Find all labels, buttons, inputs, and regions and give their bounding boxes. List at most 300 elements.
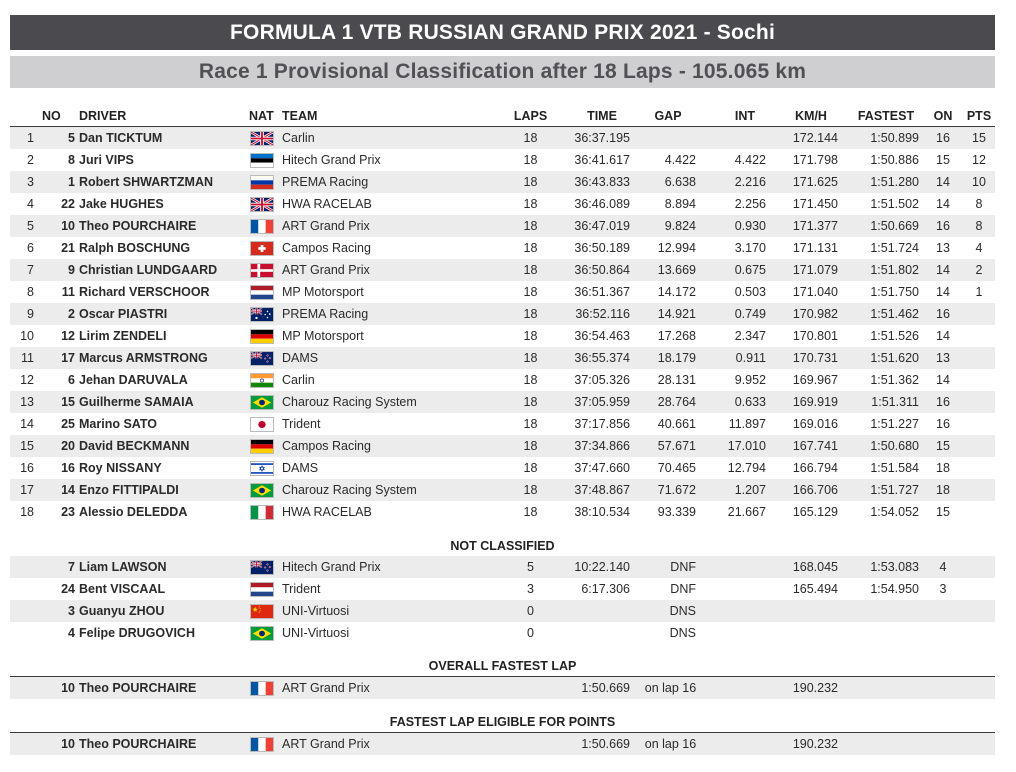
position: 5 — [27, 219, 34, 233]
car-number: 4 — [68, 626, 75, 640]
points — [964, 391, 994, 413]
result-row — [10, 171, 995, 193]
driver-name: Ralph BOSCHUNG — [79, 241, 191, 255]
fastest-lap: 1:54.950 — [870, 582, 919, 596]
denmark-flag-icon — [250, 263, 274, 278]
result-row — [10, 193, 995, 215]
status: DNF — [670, 582, 696, 596]
status: DNF — [670, 560, 696, 574]
nationality-flag — [250, 501, 275, 523]
russia-flag-icon — [250, 175, 274, 190]
gap: 14.921 — [657, 307, 696, 321]
nationality-flag — [250, 127, 275, 149]
col-on: ON — [933, 109, 953, 123]
team-name: HWA RACELAB — [282, 197, 372, 211]
laps: 0 — [527, 604, 534, 618]
fastest-on-lap — [928, 600, 958, 622]
fastest-lap: 1:51.280 — [870, 175, 919, 189]
col-team: TEAM — [282, 109, 318, 123]
israel-flag-icon — [250, 461, 274, 476]
speed-kmh: 190.232 — [792, 681, 838, 695]
fastest-lap: 1:51.227 — [870, 417, 919, 431]
race-time: 36:41.617 — [574, 153, 630, 167]
points: 10 — [972, 175, 986, 189]
driver-name: Theo POURCHAIRE — [79, 737, 197, 751]
laps: 18 — [523, 153, 538, 167]
result-row — [10, 435, 995, 457]
driver-name: Jehan DARUVALA — [79, 373, 188, 387]
position: 3 — [27, 175, 34, 189]
gap: 28.764 — [657, 395, 696, 409]
laps: 18 — [523, 439, 538, 453]
china-flag-icon — [250, 604, 274, 619]
speed-kmh: 169.919 — [792, 395, 838, 409]
points: 8 — [975, 219, 983, 233]
gap: 6.638 — [664, 175, 696, 189]
new-zealand-flag-icon — [250, 560, 274, 575]
car-number: 17 — [61, 351, 75, 365]
fastest-lap: 1:51.526 — [870, 329, 919, 343]
fastest-on-lap: 14 — [936, 175, 950, 189]
fastest-lap: 1:51.724 — [870, 241, 919, 255]
france-flag-icon — [250, 737, 274, 752]
driver-name: Christian LUNDGAARD — [79, 263, 218, 277]
fastest-on-lap: 15 — [936, 153, 950, 167]
points — [964, 303, 994, 325]
laps: 18 — [523, 417, 538, 431]
gap: 93.339 — [657, 505, 696, 519]
driver-name: Guilherme SAMAIA — [79, 395, 194, 409]
team-name: ART Grand Prix — [282, 219, 370, 233]
report-title: FORMULA 1 VTB RUSSIAN GRAND PRIX 2021 - Sochi — [10, 15, 995, 50]
position: 1 — [27, 131, 34, 145]
result-row — [10, 347, 995, 369]
laps: 18 — [523, 395, 538, 409]
race-time: 37:05.326 — [574, 373, 630, 387]
france-flag-icon — [250, 681, 274, 696]
race-time: 36:55.374 — [574, 351, 630, 365]
gap — [640, 127, 696, 149]
speed-kmh: 171.798 — [792, 153, 838, 167]
race-time: 36:51.367 — [574, 285, 630, 299]
fastest-lap: 1:51.362 — [870, 373, 919, 387]
laps: 0 — [527, 626, 534, 640]
points — [964, 325, 994, 347]
team-name: HWA RACELAB — [282, 505, 372, 519]
fastest-lap: 1:51.584 — [870, 461, 919, 475]
driver-name: Roy NISSANY — [79, 461, 162, 475]
points — [964, 413, 994, 435]
interval: 4.422 — [734, 153, 766, 167]
points — [964, 501, 994, 523]
fastest-on-lap: 4 — [939, 560, 947, 574]
nationality-flag — [250, 215, 275, 237]
fastest-lap: 1:51.311 — [871, 395, 919, 409]
result-row — [10, 413, 995, 435]
result-row — [10, 501, 995, 523]
fastest-on-lap: 16 — [936, 219, 950, 233]
result-row — [10, 303, 995, 325]
laps: 18 — [523, 373, 538, 387]
fastest-on-lap: 16 — [936, 395, 950, 409]
fastest-lap-row — [10, 733, 995, 755]
laps: 5 — [527, 560, 534, 574]
speed-kmh: 171.625 — [792, 175, 838, 189]
laps: 18 — [523, 461, 538, 475]
nationality-flag — [250, 281, 275, 303]
interval: 0.675 — [734, 263, 766, 277]
col-fastest: FASTEST — [857, 109, 915, 123]
driver-name: Marcus ARMSTRONG — [79, 351, 208, 365]
gap: 28.131 — [657, 373, 696, 387]
race-time: 36:47.019 — [574, 219, 630, 233]
team-name: Carlin — [282, 131, 315, 145]
nationality-flag — [250, 556, 275, 578]
fastest-on-lap: 18 — [936, 483, 950, 497]
fastest-on-lap: 16 — [936, 307, 950, 321]
eligible-fastest-title: FASTEST LAP ELIGIBLE FOR POINTS — [389, 715, 616, 729]
result-row — [10, 325, 995, 347]
laps: 18 — [523, 263, 538, 277]
interval: 9.952 — [734, 373, 766, 387]
fastest-lap: 1:51.802 — [870, 263, 919, 277]
driver-name: Enzo FITTIPALDI — [79, 483, 179, 497]
gap: 71.672 — [657, 483, 696, 497]
col-no: NO — [42, 109, 61, 123]
fastest-on-lap: 14 — [936, 329, 950, 343]
fastest-on-lap: 15 — [936, 439, 950, 453]
team-name: Trident — [282, 582, 321, 596]
driver-name: Robert SHWARTZMAN — [79, 175, 214, 189]
position: 10 — [20, 329, 34, 343]
position: 4 — [27, 197, 34, 211]
driver-name: Liam LAWSON — [79, 560, 167, 574]
race-time: 36:37.195 — [574, 131, 630, 145]
fastest-lap: 1:51.462 — [870, 307, 919, 321]
speed-kmh: 171.450 — [792, 197, 838, 211]
gb-flag-icon — [250, 131, 274, 146]
fastest-on-lap: 18 — [936, 461, 950, 475]
car-number: 10 — [61, 681, 75, 695]
position: 13 — [20, 395, 34, 409]
fastest-on-lap — [928, 622, 958, 644]
not-classified-row — [10, 600, 995, 622]
position: 2 — [27, 153, 34, 167]
laps: 18 — [523, 219, 538, 233]
laps: 18 — [523, 351, 538, 365]
race-time: 36:50.864 — [574, 263, 630, 277]
result-row — [10, 149, 995, 171]
not-classified-row — [10, 556, 995, 578]
driver-name: Oscar PIASTRI — [79, 307, 168, 321]
team-name: DAMS — [282, 461, 319, 475]
switzerland-flag-icon — [250, 241, 274, 256]
result-row — [10, 237, 995, 259]
speed-kmh: 165.494 — [792, 582, 838, 596]
points: 12 — [972, 153, 986, 167]
race-time: 6:17.306 — [581, 582, 630, 596]
car-number: 20 — [61, 439, 75, 453]
status: DNS — [669, 626, 696, 640]
gap: 12.994 — [657, 241, 696, 255]
new-zealand-flag-icon — [250, 351, 274, 366]
speed-kmh: 167.741 — [792, 439, 838, 453]
gap: 70.465 — [657, 461, 696, 475]
speed-kmh: 169.016 — [792, 417, 838, 431]
position: 9 — [27, 307, 34, 321]
nationality-flag — [250, 600, 275, 622]
fastest-lap: 1:50.886 — [870, 153, 919, 167]
germany-flag-icon — [250, 439, 274, 454]
points: 15 — [972, 131, 986, 145]
result-row — [10, 259, 995, 281]
gap: 40.661 — [657, 417, 696, 431]
interval: 0.749 — [734, 307, 766, 321]
nationality-flag — [250, 325, 275, 347]
speed-kmh: 171.079 — [792, 263, 838, 277]
car-number: 10 — [61, 737, 75, 751]
nationality-flag — [250, 369, 275, 391]
laps: 18 — [523, 307, 538, 321]
nationality-flag — [250, 259, 275, 281]
car-number: 10 — [61, 219, 75, 233]
car-number: 6 — [68, 373, 75, 387]
points — [964, 435, 994, 457]
race-time: 10:22.140 — [574, 560, 630, 574]
race-time: 37:17.856 — [574, 417, 630, 431]
not-classified-row — [10, 578, 995, 600]
speed-kmh: 169.967 — [792, 373, 838, 387]
col-time: TIME — [587, 109, 617, 123]
interval: 2.216 — [734, 175, 766, 189]
car-number: 8 — [68, 153, 75, 167]
interval: 0.911 — [735, 351, 766, 365]
gb-flag-icon — [250, 197, 274, 212]
nationality-flag — [250, 435, 275, 457]
driver-name: Marino SATO — [79, 417, 158, 431]
fastest-lap — [853, 600, 919, 622]
speed-kmh: 168.045 — [792, 560, 838, 574]
car-number: 7 — [68, 560, 75, 574]
laps: 18 — [523, 483, 538, 497]
nationality-flag — [250, 149, 275, 171]
points — [964, 369, 994, 391]
position: 16 — [20, 461, 34, 475]
col-pts: PTS — [966, 109, 992, 123]
team-name: Carlin — [282, 373, 315, 387]
fastest-on-lap: 14 — [936, 263, 950, 277]
race-time: 37:05.959 — [574, 395, 630, 409]
points — [964, 347, 994, 369]
car-number: 15 — [61, 395, 75, 409]
interval: 0.930 — [734, 219, 766, 233]
nationality-flag — [250, 457, 275, 479]
speed-kmh: 170.731 — [792, 351, 838, 365]
team-name: ART Grand Prix — [282, 263, 370, 277]
race-time: 36:50.189 — [574, 241, 630, 255]
result-row — [10, 215, 995, 237]
team-name: UNI-Virtuosi — [282, 626, 350, 640]
col-driver: DRIVER — [79, 109, 127, 123]
race-time: 37:48.867 — [574, 483, 630, 497]
points — [964, 479, 994, 501]
team-name: Charouz Racing System — [282, 483, 417, 497]
fastest-lap: 1:53.083 — [870, 560, 919, 574]
speed-kmh: 171.040 — [792, 285, 838, 299]
overall-fastest-title: OVERALL FASTEST LAP — [428, 659, 577, 673]
fastest-lap: 1:51.750 — [870, 285, 919, 299]
race-time: 36:54.463 — [574, 329, 630, 343]
driver-name: Richard VERSCHOOR — [79, 285, 210, 299]
driver-name: Guanyu ZHOU — [79, 604, 165, 618]
interval: 2.256 — [734, 197, 766, 211]
not-classified-title: NOT CLASSIFIED — [450, 539, 555, 553]
car-number: 9 — [68, 263, 75, 277]
nationality-flag — [250, 303, 275, 325]
result-row — [10, 369, 995, 391]
brazil-flag-icon — [250, 395, 274, 410]
australia-flag-icon — [250, 307, 274, 322]
fastest-on-lap: 16 — [936, 131, 950, 145]
interval: 12.794 — [727, 461, 766, 475]
nationality-flag — [250, 677, 275, 699]
fastest-on-lap: 14 — [936, 197, 950, 211]
fastest-lap: 1:51.502 — [870, 197, 919, 211]
team-name: DAMS — [282, 351, 319, 365]
netherlands-flag-icon — [250, 285, 274, 300]
interval: 1.207 — [734, 483, 766, 497]
laps: 18 — [523, 505, 538, 519]
column-header-row — [10, 105, 995, 127]
report-subtitle: Race 1 Provisional Classification after 18 Laps - 105.065 km — [10, 56, 995, 88]
race-time: 36:43.833 — [574, 175, 630, 189]
nationality-flag — [250, 479, 275, 501]
points: 4 — [975, 241, 983, 255]
team-name: Hitech Grand Prix — [282, 153, 381, 167]
fastest-lap — [853, 622, 919, 644]
driver-name: Alessio DELEDDA — [79, 505, 188, 519]
india-flag-icon — [250, 373, 274, 388]
car-number: 25 — [61, 417, 75, 431]
germany-flag-icon — [250, 329, 274, 344]
status: DNS — [669, 604, 696, 618]
japan-flag-icon — [250, 417, 274, 432]
driver-name: Felipe DRUGOVICH — [79, 626, 195, 640]
speed-kmh: 171.377 — [792, 219, 838, 233]
team-name: MP Motorsport — [282, 285, 364, 299]
position: 14 — [20, 417, 34, 431]
interval: 3.170 — [734, 241, 766, 255]
nationality-flag — [250, 622, 275, 644]
speed-kmh — [776, 622, 838, 644]
result-row — [10, 391, 995, 413]
speed-kmh: 172.144 — [792, 131, 838, 145]
fastest-on-lap: 16 — [936, 417, 950, 431]
team-name: PREMA Racing — [282, 307, 369, 321]
car-number: 22 — [61, 197, 75, 211]
laps: 18 — [523, 241, 538, 255]
driver-name: Bent VISCAAL — [79, 582, 166, 596]
speed-kmh: 171.131 — [792, 241, 838, 255]
nationality-flag — [250, 193, 275, 215]
laps: 3 — [527, 582, 534, 596]
team-name: ART Grand Prix — [282, 737, 370, 751]
fastest-on-lap: 13 — [936, 241, 950, 255]
team-name: Campos Racing — [282, 241, 371, 255]
interval — [706, 127, 766, 149]
laps: 18 — [523, 131, 538, 145]
car-number: 3 — [68, 604, 75, 618]
gap: 8.894 — [664, 197, 696, 211]
driver-name: Dan TICKTUM — [79, 131, 163, 145]
race-time — [558, 600, 630, 622]
col-kmh: KM/H — [795, 109, 827, 123]
position: 7 — [27, 263, 34, 277]
position: 17 — [20, 483, 34, 497]
position: 15 — [20, 439, 34, 453]
position: 18 — [20, 505, 34, 519]
netherlands-flag-icon — [250, 582, 274, 597]
interval: 2.347 — [734, 329, 766, 343]
race-time — [558, 622, 630, 644]
nationality-flag — [250, 391, 275, 413]
interval: 21.667 — [727, 505, 766, 519]
team-name: Hitech Grand Prix — [282, 560, 381, 574]
position: 6 — [27, 241, 34, 255]
fastest-lap: 1:51.620 — [870, 351, 919, 365]
nationality-flag — [250, 171, 275, 193]
gap: 13.669 — [657, 263, 696, 277]
brazil-flag-icon — [250, 483, 274, 498]
gap: 18.179 — [657, 351, 696, 365]
car-number: 23 — [61, 505, 75, 519]
fastest-on-lap: 13 — [936, 351, 950, 365]
points: 8 — [975, 197, 983, 211]
car-number: 24 — [61, 582, 75, 596]
interval: 0.503 — [734, 285, 766, 299]
car-number: 11 — [61, 285, 75, 299]
col-laps: LAPS — [513, 109, 548, 123]
fastest-on-lap: 3 — [939, 582, 947, 596]
fastest-lap: 1:50.899 — [870, 131, 919, 145]
nationality-flag — [250, 413, 275, 435]
fastest-lap: 1:50.680 — [870, 439, 919, 453]
race-time: 38:10.534 — [574, 505, 630, 519]
laps: 18 — [523, 175, 538, 189]
col-nat: NAT — [249, 109, 274, 123]
result-row — [10, 127, 995, 149]
speed-kmh: 170.982 — [792, 307, 838, 321]
position: 12 — [20, 373, 34, 387]
speed-kmh: 190.232 — [792, 737, 838, 751]
team-name: MP Motorsport — [282, 329, 364, 343]
speed-kmh: 165.129 — [792, 505, 838, 519]
gap: 57.671 — [657, 439, 696, 453]
car-number: 5 — [68, 131, 75, 145]
col-gap: GAP — [654, 109, 682, 123]
car-number: 1 — [68, 175, 75, 189]
gap: 17.268 — [657, 329, 696, 343]
nationality-flag — [250, 347, 275, 369]
fastest-on-lap: 15 — [936, 505, 950, 519]
driver-name: Juri VIPS — [79, 153, 134, 167]
car-number: 21 — [61, 241, 75, 255]
fastest-lap-time: 1:50.669 — [581, 737, 630, 751]
car-number: 2 — [68, 307, 75, 321]
race-time: 36:52.116 — [575, 307, 630, 321]
car-number: 16 — [61, 461, 75, 475]
fastest-lap: 1:51.727 — [870, 483, 919, 497]
